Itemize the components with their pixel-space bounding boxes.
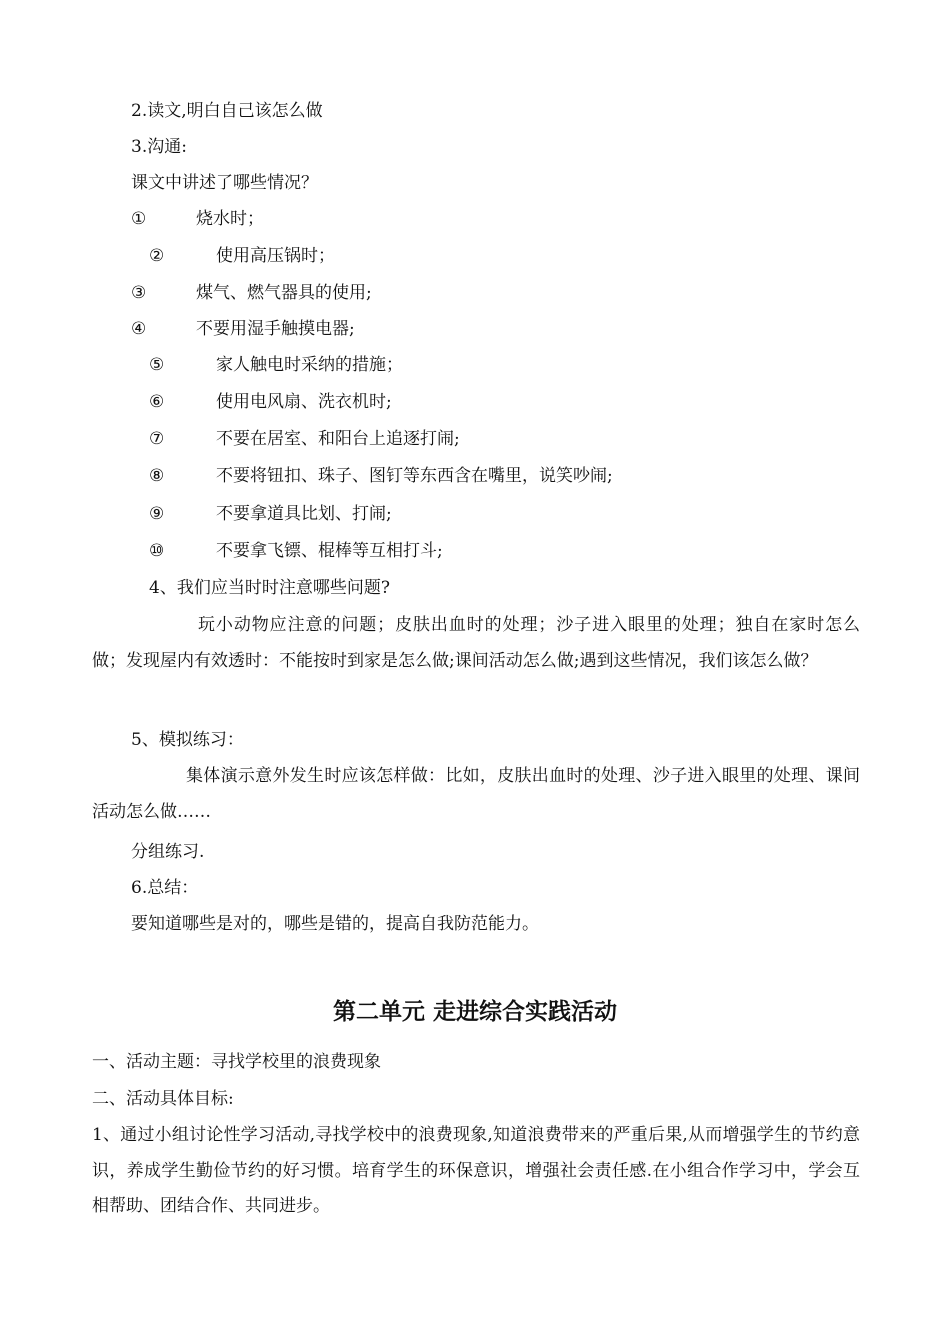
group-practice: 分组练习.: [131, 842, 205, 862]
list-item: 不要用湿手触摸电器;: [196, 319, 355, 339]
list-item: 煤气、燃气器具的使用;: [196, 283, 372, 303]
step-2-line: 2.读文,明白自己该怎么做: [131, 101, 323, 121]
item-number: ⑦: [149, 429, 165, 449]
item-number: ⑨: [149, 504, 165, 524]
section-5-heading: 5、模拟练习：: [131, 730, 244, 750]
activity-theme: 一、活动主题：寻找学校里的浪费现象: [92, 1052, 381, 1072]
section-5-body: 集体演示意外发生时应该怎样做：比如，皮肤出血时的处理、沙子进入眼里的处理、课间活动怎么做……: [92, 766, 860, 822]
list-item: 不要在居室、和阳台上追逐打闹;: [216, 429, 460, 449]
item-number: ②: [149, 246, 165, 266]
goal-1-paragraph: 1、通过小组讨论性学习活动,寻找学校中的浪费现象,知道浪费带来的严重后果,从而增强学生的节约意识，养成学生勤俭节约的好习惯。培育学生的环保意识，增强社会责任感.在小组合作学习中，学会互相帮助、团结合作、共同进步。: [92, 1125, 860, 1216]
unit-title: 第二单元 走进综合实践活动: [332, 999, 617, 1025]
item-number: ⑩: [149, 541, 165, 561]
list-item: 烧水时；: [196, 209, 264, 229]
list-item: 不要拿飞镖、棍棒等互相打斗;: [216, 541, 443, 561]
item-number: ①: [131, 209, 147, 229]
section-6-body: 要知道哪些是对的，哪些是错的，提高自我防范能力。: [131, 914, 539, 934]
item-number: ⑥: [149, 392, 165, 412]
item-number: ④: [131, 319, 147, 339]
list-item: 不要将钮扣、珠子、图钉等东西含在嘴里，说笑吵闹;: [216, 466, 613, 486]
item-number: ③: [131, 283, 147, 303]
list-item: 使用高压锅时；: [216, 246, 335, 266]
list-item: 使用电风扇、洗衣机时;: [216, 392, 392, 412]
item-number: ⑤: [149, 355, 165, 375]
section-4-heading: 4、我们应当时时注意哪些问题?: [149, 578, 390, 598]
step-3-line: 3.沟通:: [131, 137, 187, 157]
list-item: 家人触电时采纳的措施；: [216, 355, 403, 375]
goals-heading: 二、活动具体目标:: [92, 1089, 234, 1109]
section-4-body: 玩小动物应注意的问题；皮肤出血时的处理；沙子进入眼里的处理；独自在家时怎么做；发现屋内有效透时：不能按时到家是怎么做;课间活动怎么做;遇到这些情况，我们该怎么做？: [92, 615, 860, 671]
item-number: ⑧: [149, 466, 165, 486]
list-item: 不要拿道具比划、打闹;: [216, 504, 392, 524]
question-line: 课文中讲述了哪些情况？: [131, 173, 318, 193]
section-6-heading: 6.总结：: [131, 878, 199, 898]
